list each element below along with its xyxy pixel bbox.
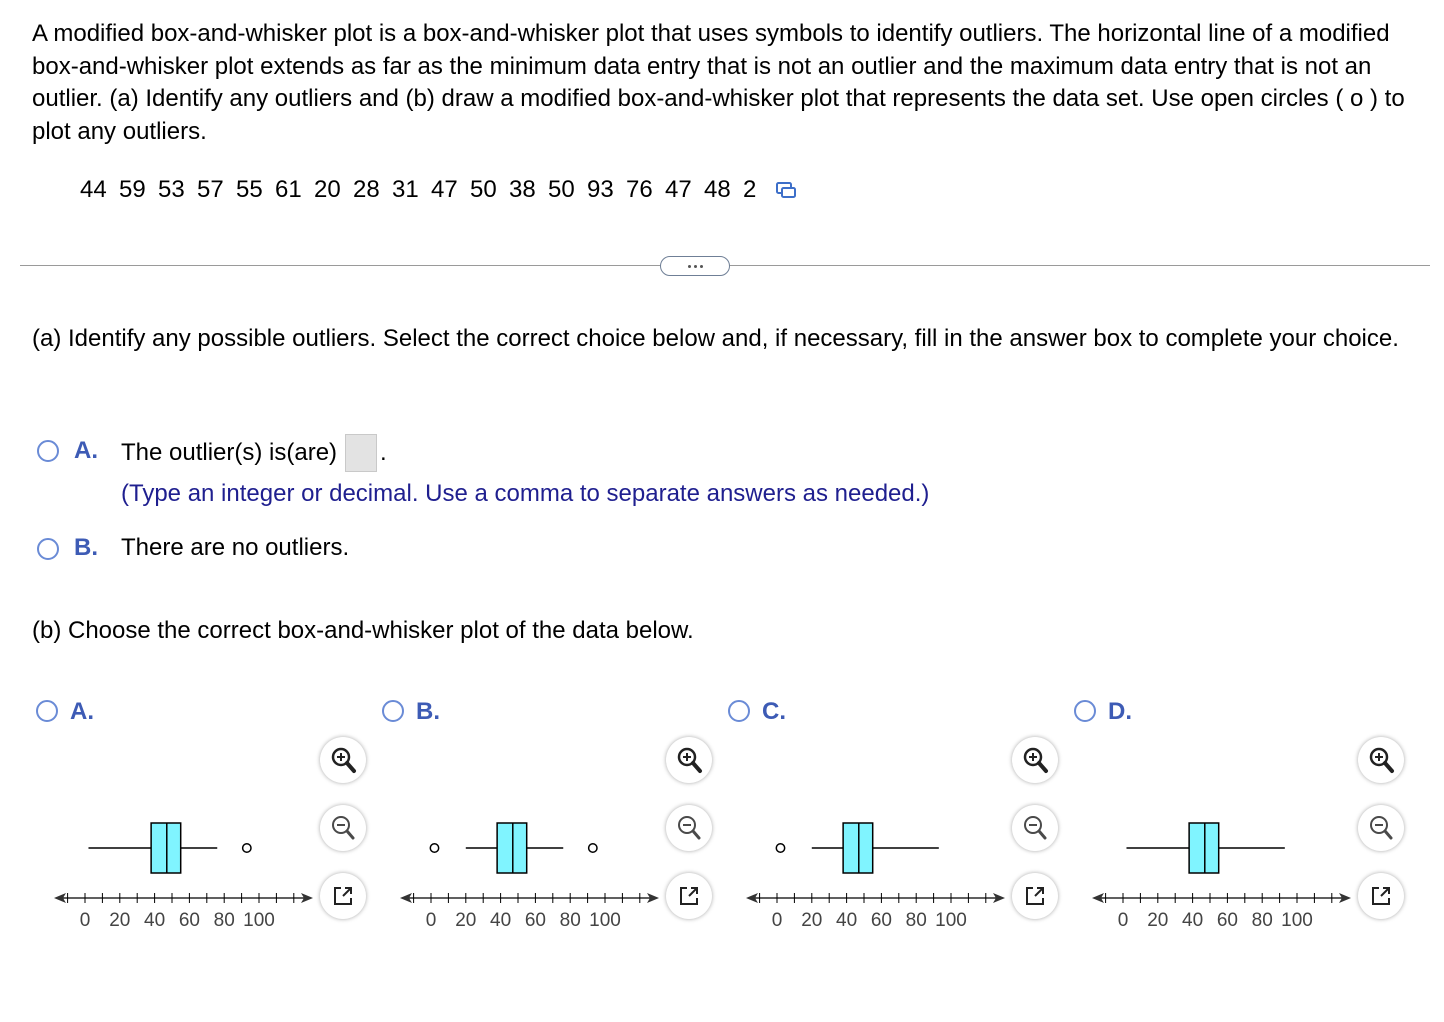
outlier-answer-input[interactable] [345,434,377,472]
outlier-marker [430,844,438,852]
tick-label: 0 [1117,910,1129,931]
data-value: 55 [236,176,263,203]
plot-option-b-letter: B. [416,698,440,725]
tick-label: 20 [109,910,131,931]
box-plot-c [722,685,1012,945]
tick-label: 60 [1216,910,1238,931]
tick-label: 60 [870,910,892,931]
tick-label: 80 [1251,910,1273,931]
tick-label: 0 [425,910,437,931]
part-a-radio-b[interactable] [37,538,59,560]
data-value: 2 [743,176,757,203]
zoom-out-button[interactable] [320,805,366,851]
tick-label: 20 [455,910,477,931]
zoom-in-button[interactable] [1358,737,1404,783]
more-icon [688,265,691,268]
tick-label: 80 [559,910,581,931]
outlier-marker [776,844,784,852]
zoom-in-button[interactable] [320,737,366,783]
part-a-choice-a-letter: A. [74,437,98,464]
data-value: 28 [353,176,380,203]
expand-button[interactable] [1012,873,1058,919]
plot-option-b [376,685,716,945]
part-a-choice-b-text: There are no outliers. [121,534,350,561]
box [497,823,527,873]
zoom-in-button[interactable] [666,737,712,783]
zoom-out-button[interactable] [666,805,712,851]
zoom-out-icon [1366,813,1396,843]
data-value: 38 [509,176,536,203]
zoom-out-icon [674,813,704,843]
data-value: 31 [392,176,419,203]
data-value: 44 [80,176,107,203]
copy-icon[interactable] [775,179,797,201]
period: . [380,439,387,466]
tick-label: 80 [213,910,235,931]
part-a-choice-b-letter: B. [74,534,98,561]
outlier-marker [243,844,251,852]
part-a-choice-a [121,434,387,472]
data-value: 47 [665,176,692,203]
zoom-out-button[interactable] [1012,805,1058,851]
part-a-choice-a-text: The outlier(s) is(are) [121,439,338,466]
data-set [80,176,797,204]
expand-button[interactable] [320,873,366,919]
outlier-marker [589,844,597,852]
data-value: 50 [548,176,575,203]
part-a-radio-a[interactable] [37,440,59,462]
tick-label: 40 [836,910,858,931]
plot-option-c [722,685,1062,945]
data-value: 20 [314,176,341,203]
tick-label: 100 [935,910,967,931]
data-value: 61 [275,176,302,203]
more-button[interactable] [660,256,730,276]
zoom-in-icon [674,745,704,775]
tick-label: 40 [490,910,512,931]
tick-label: 80 [905,910,927,931]
data-value: 93 [587,176,614,203]
tick-label: 20 [1147,910,1169,931]
data-value: 50 [470,176,497,203]
box-plot-a [30,685,320,945]
part-a-prompt: (a) Identify any possible outliers. Select the correct choice below and, if necessary, fill in the answer box to complete your choice. [32,325,1399,352]
plot-option-d [1068,685,1408,945]
tick-label: 100 [1281,910,1313,931]
plot-option-c-letter: C. [762,698,786,725]
answer-hint: (Type an integer or decimal. Use a comma to separate answers as needed.) [121,480,930,507]
box [151,823,181,873]
data-value: 76 [626,176,653,203]
zoom-out-icon [328,813,358,843]
expand-icon [1022,883,1048,909]
tick-label: 20 [801,910,823,931]
tick-label: 60 [524,910,546,931]
plot-option-a-letter: A. [70,698,94,725]
box-plot-b [376,685,666,945]
zoom-in-icon [1020,745,1050,775]
expand-button[interactable] [666,873,712,919]
zoom-in-button[interactable] [1012,737,1058,783]
tick-label: 0 [771,910,783,931]
expand-icon [330,883,356,909]
data-value: 53 [158,176,185,203]
tick-label: 0 [79,910,91,931]
box-plot-d [1068,685,1358,945]
data-value: 59 [119,176,146,203]
zoom-out-button[interactable] [1358,805,1404,851]
zoom-in-icon [328,745,358,775]
box [1189,823,1219,873]
expand-icon [676,883,702,909]
expand-button[interactable] [1358,873,1404,919]
box [843,823,873,873]
tick-label: 100 [243,910,275,931]
data-value: 47 [431,176,458,203]
data-value: 48 [704,176,731,203]
data-value: 57 [197,176,224,203]
problem-statement: A modified box-and-whisker plot is a box-and-whisker plot that uses symbols to identify outliers. The horizontal line of a modified box-and-whisker plot extends as far as the minimum data entry that is not an outlier and the maximum data entry that is not an outlier. (a) Identify any outliers and (b) draw a modified box-and-whisker plot that represents the data set. Use open circles ( o ) to plot any outliers. [32,20,1405,145]
tick-label: 60 [178,910,200,931]
tick-label: 40 [144,910,166,931]
expand-icon [1368,883,1394,909]
tick-label: 100 [589,910,621,931]
part-b-prompt: (b) Choose the correct box-and-whisker plot of the data below. [32,617,694,644]
tick-label: 40 [1182,910,1204,931]
plot-option-d-letter: D. [1108,698,1132,725]
plot-option-a [30,685,370,945]
zoom-in-icon [1366,745,1396,775]
zoom-out-icon [1020,813,1050,843]
